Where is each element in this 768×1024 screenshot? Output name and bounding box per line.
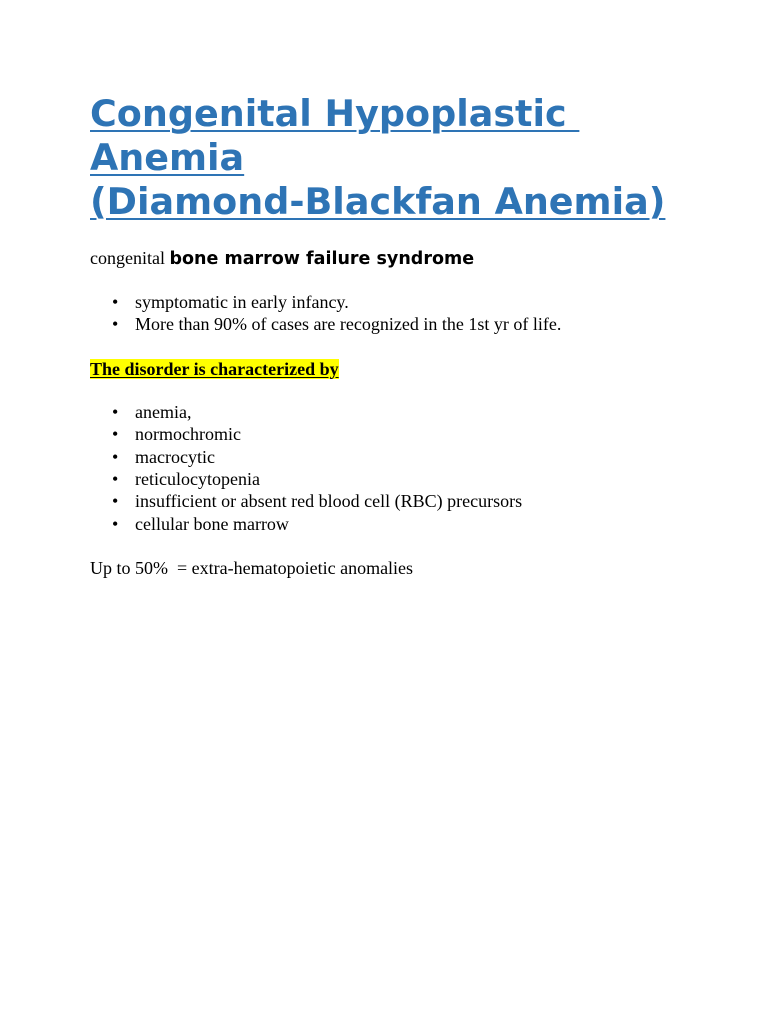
document-body — [90, 92, 710, 580]
bullet-icon: • — [112, 446, 119, 467]
bullet-icon: • — [112, 513, 119, 534]
list-item — [90, 513, 710, 535]
list-item-text: anemia, — [135, 401, 192, 422]
anomalies-note: Up to 50% = extra-hematopoietic anomalies — [90, 558, 414, 579]
bullet-icon: • — [112, 314, 119, 335]
list-item-text: cellular bone marrow — [135, 513, 289, 534]
intro-paragraph — [90, 246, 710, 271]
bullet-icon: • — [112, 424, 119, 445]
intro-emphasis: bone marrow failure syndrome — [169, 249, 475, 269]
list-item-text: normochromic — [135, 424, 241, 445]
highlighted-heading-text: The disorder is characterized by — [90, 358, 339, 379]
list-item-text: reticulocytopenia — [135, 469, 260, 490]
intro-prefix: congenital — [90, 248, 165, 268]
list-item-text: macrocytic — [135, 446, 215, 467]
title-line: Anemia — [90, 136, 245, 179]
title-line: Congenital Hypoplastic — [90, 92, 580, 135]
bullet-icon: • — [112, 401, 119, 422]
bullet-icon: • — [112, 469, 119, 490]
list-item — [90, 446, 710, 468]
list-item — [90, 313, 710, 335]
list-item-text: More than 90% of cases are recognized in the 1st yr of life. — [135, 314, 562, 335]
section-heading — [90, 357, 710, 381]
list-item — [90, 468, 710, 490]
list-item-text: symptomatic in early infancy. — [135, 292, 349, 312]
list-item — [90, 401, 710, 423]
list-item — [90, 291, 710, 313]
document-title — [90, 92, 710, 224]
characteristics-list — [90, 401, 710, 535]
title-line: (Diamond-Blackfan Anemia) — [90, 180, 666, 223]
symptoms-list — [90, 291, 710, 336]
bullet-icon: • — [112, 491, 119, 512]
list-item — [90, 490, 710, 512]
list-item — [90, 423, 710, 445]
bullet-icon: • — [112, 292, 119, 312]
list-item-text: insufficient or absent red blood cell (RBC) precursors — [135, 491, 523, 512]
